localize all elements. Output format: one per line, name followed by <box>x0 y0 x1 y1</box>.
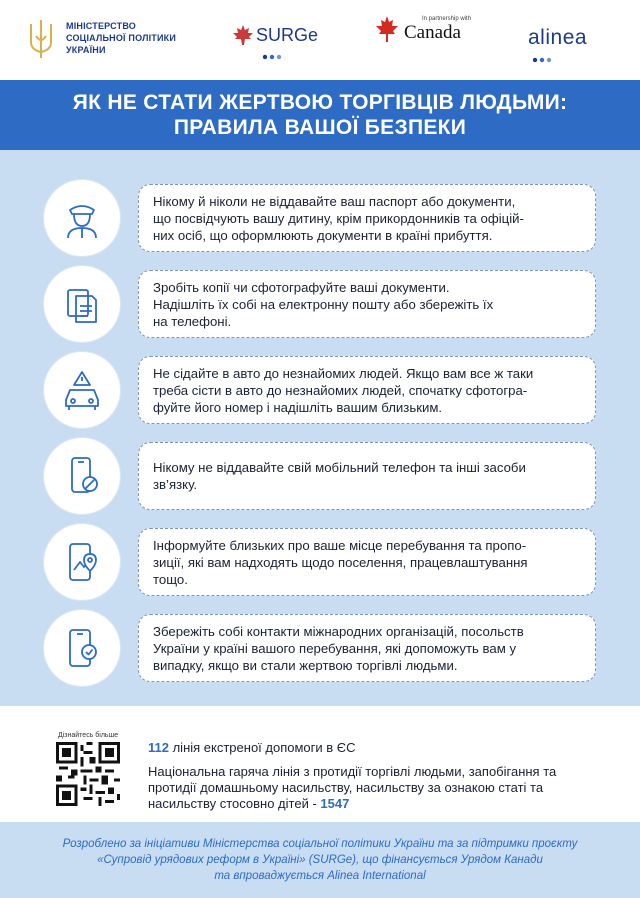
rule-card <box>138 528 596 596</box>
rule-text-line: зиції, які вам надходять щодо поселення, працевлаштування <box>153 554 528 570</box>
dots-decoration <box>532 57 562 63</box>
surge-wordmark: SURGe <box>256 24 319 45</box>
canada-logo <box>374 14 472 44</box>
rule-text-line: тощо. <box>153 571 188 587</box>
border-guard-icon <box>60 196 104 240</box>
hotline-1547 <box>148 764 588 812</box>
rule-item <box>0 348 640 430</box>
hotline-112-text: лінія екстреної допомоги в ЄС <box>168 740 356 755</box>
dots-decoration <box>262 54 292 60</box>
header-logos <box>0 0 640 78</box>
rule-text-line: Не сідайте в авто до незнайомих людей. Якщо вам все ж таки <box>153 365 534 381</box>
rule-text-line: на телефоні. <box>153 313 232 329</box>
phone-contacts-icon <box>60 626 104 670</box>
page-subtitle: ПРАВИЛА ВАШОЇ БЕЗПЕКИ <box>173 116 467 139</box>
rule-text-line: Зробіть копії чи сфотографуйте ваші документи. <box>153 279 450 295</box>
rule-icon-circle <box>44 438 120 514</box>
rule-item <box>0 262 640 344</box>
hotline-112 <box>148 740 356 755</box>
rules-panel <box>0 150 640 706</box>
rule-icon-circle <box>44 266 120 342</box>
page-title: ЯК НЕ СТАТИ ЖЕРТВОЮ ТОРГІВЦІВ ЛЮДЬМИ: <box>72 91 568 114</box>
surge-logo <box>232 24 318 46</box>
footer-line: «Супровід урядових реформ в Україні» (SURGe), що фінансується Урядом Канади <box>97 854 543 866</box>
qr-code[interactable] <box>56 742 120 806</box>
rule-icon-circle <box>44 524 120 600</box>
alinea-logo <box>528 26 587 68</box>
canada-wordmark: Canada <box>404 22 461 43</box>
ministry-logo <box>26 16 176 60</box>
rule-icon-circle <box>44 180 120 256</box>
hotline-section <box>0 706 640 822</box>
maple-leaf-icon <box>232 24 254 46</box>
partnership-label: In partnership with <box>422 16 472 22</box>
rule-icon-circle <box>44 352 120 428</box>
rule-text-line: що посвідчують вашу дитину, крім прикордонників та офіцій- <box>153 210 524 226</box>
rule-card <box>138 356 596 424</box>
rule-item <box>0 434 640 516</box>
rule-card <box>138 614 596 682</box>
rule-card <box>138 270 596 338</box>
rule-card <box>138 184 596 252</box>
phone-blocked-icon <box>60 454 104 498</box>
rule-card <box>138 442 596 510</box>
footer-line: Розроблено за ініціативи Міністерства соціальної політики України та за підтримки проєкту <box>62 838 578 850</box>
footer-credits <box>0 822 640 898</box>
footer-line: та впроваджується Alinea International <box>214 870 426 882</box>
rule-text-line: Нікому й ніколи не віддавайте ваш паспорт або документи, <box>153 193 516 209</box>
rule-text-line: треба сісти в авто до незнайомих людей, спочатку сфотогра- <box>153 382 528 398</box>
alinea-wordmark: alinea <box>528 26 588 49</box>
rule-item <box>0 176 640 258</box>
ministry-name-line: СОЦІАЛЬНОЇ ПОЛІТИКИ <box>66 33 177 43</box>
hotline-1547-number: 1547 <box>320 796 350 811</box>
map-location-icon <box>60 540 104 584</box>
hotline-1547-text: Національна гаряча лінія з протидії торгівлі людьми, запобігання та протидії домашньому насильству, насильству за ознакою статі та насильству стосовно дітей - <box>148 764 557 811</box>
title-banner <box>0 80 640 150</box>
rule-text-line: України у країні вашого перебування, які допоможуть вам у <box>153 640 517 656</box>
ministry-name-line: МІНІСТЕРСТВО <box>66 21 137 31</box>
rule-text-line: випадку, якщо ви стали жертвою торгівлі людьми. <box>153 657 458 673</box>
rule-item <box>0 606 640 688</box>
rule-icon-circle <box>44 610 120 686</box>
trident-icon <box>26 16 56 60</box>
car-warning-icon <box>60 368 104 412</box>
rule-item <box>0 520 640 602</box>
canada-maple-icon <box>374 14 400 44</box>
rule-text-line: зв’язку. <box>153 477 198 492</box>
rule-text-line: фуйте його номер і надішліть вашим близьким. <box>153 399 443 415</box>
hotline-112-number: 112 <box>148 740 169 755</box>
rule-text-line: Інформуйте близьких про ваше місце перебування та пропо- <box>153 537 527 553</box>
ministry-name-line: УКРАЇНИ <box>66 45 106 55</box>
rule-text-line: Збережіть собі контакти міжнародних організацій, посольств <box>153 623 524 639</box>
rule-text-line: Нікому не віддавайте свій мобільний телефон та інші засоби <box>153 460 526 475</box>
rule-text-line: Надішліть їх собі на електронну пошту або збережіть їх <box>153 296 494 312</box>
qr-label: Дізнайтесь більше <box>58 732 119 739</box>
rule-text-line: них осіб, що оформлюють документи в країні прибуття. <box>153 227 493 243</box>
documents-copy-icon <box>60 282 104 326</box>
